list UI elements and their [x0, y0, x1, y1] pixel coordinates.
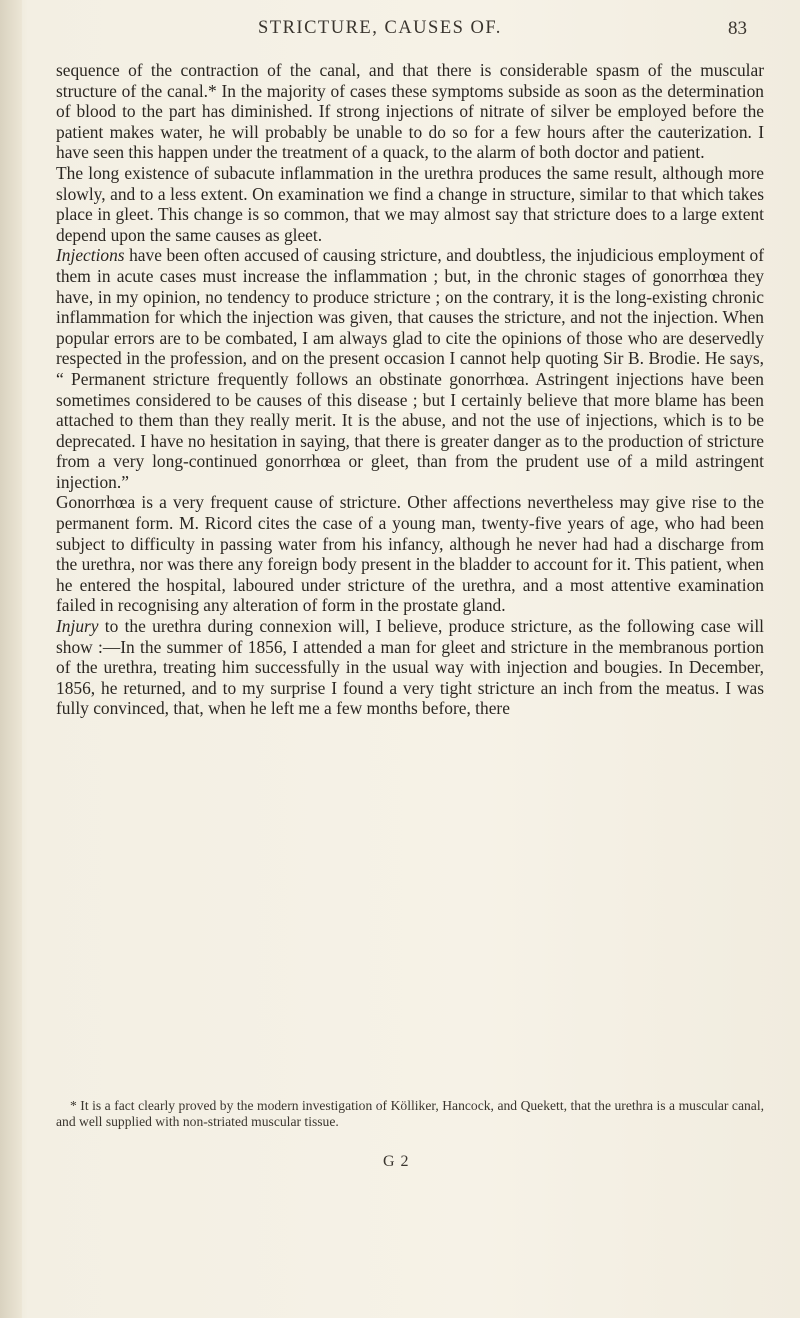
footnote-text: * It is a fact clearly proved by the modern investigation of Kölliker, Hancock, and Quekett, that the urethra is a muscular canal, and well supplied with non-striated muscular tissue.	[56, 1098, 764, 1129]
page-number: 83	[728, 18, 747, 39]
paragraph-3-lead: Injections	[56, 245, 125, 266]
paragraph-5-text: to the urethra during connexion will, I believe, produce stricture, as the following case will show :—In the summer of 1856, I attended a man for gleet and stricture in the membranous portion of the urethra, treating him successfully in the usual way with injection and bougies. In December, 1856, he returned, and to my surprise I found a very tight stricture an inch from the meatus. I was fully convinced, that, when he left me a few months before, there	[56, 616, 764, 719]
paragraph-2: The long existence of subacute inflammation in the urethra produces the same result, although more slowly, and to a less extent. On examination we find a change in structure, similar to that which takes place in gleet. This change is so common, that we may almost say that stricture does to a large extent depend upon the same causes as gleet.	[56, 162, 764, 245]
running-head	[0, 18, 800, 46]
running-title: STRICTURE, CAUSES OF.	[258, 18, 502, 38]
paragraph-4: Gonorrhœa is a very frequent cause of stricture. Other affections nevertheless may give rise to the permanent form. M. Ricord cites the case of a young man, twenty-five years of age, who had been subject to difficulty in passing water from his infancy, although he never had had a discharge from the urethra, nor was there any foreign body present in the bladder to account for it. This patient, when he entered the hospital, laboured under stricture of the urethra, and a most attentive examination failed in recognising any alteration of form in the prostate gland.	[56, 492, 764, 616]
signature-mark: G 2	[383, 1153, 410, 1170]
page-gutter	[0, 0, 22, 1318]
footnote	[56, 1098, 764, 1129]
paragraph-1: sequence of the contraction of the canal, and that there is considerable spasm of the muscular structure of the canal.* In the majority of cases these symptoms subside as soon as the determination of blood to the part has diminished. If strong injections of nitrate of silver be employed before the patient makes water, he will probably be unable to do so for a few hours after the cauterization. I have seen this happen under the treatment of a quack, to the alarm of both doctor and patient.	[56, 60, 764, 163]
paragraph-3	[56, 245, 764, 492]
paragraph-5	[56, 616, 764, 719]
paragraph-5-lead: Injury	[56, 616, 99, 637]
body-text	[56, 60, 764, 719]
paragraph-3-text: have been often accused of causing stricture, and doubtless, the injudicious employment of them in acute cases must increase the inflammation ; but, in the chronic stages of gonorrhœa they have, in my opinion, no tendency to produce stricture ; on the contrary, it is the long-existing chronic inflammation for which the injection was given, that causes the stricture, and not the injection. When popular errors are to be combated, I am always glad to cite the opinions of those who are deservedly respected in the profession, and on the present occasion I cannot help quoting Sir B. Brodie. He says, “ Permanent stricture frequently follows an obstinate gonorrhœa. Astringent injections have been sometimes considered to be causes of this disease ; but I certainly believe that more blame has been attached to them than they really merit. It is the abuse, and not the use of injections, which is to be deprecated. I have no hesitation in saying, that there is greater danger as to the production of stricture from a very long-continued gonorrhœa or gleet, than from the prudent use of a mild astringent injection.”	[56, 245, 764, 492]
